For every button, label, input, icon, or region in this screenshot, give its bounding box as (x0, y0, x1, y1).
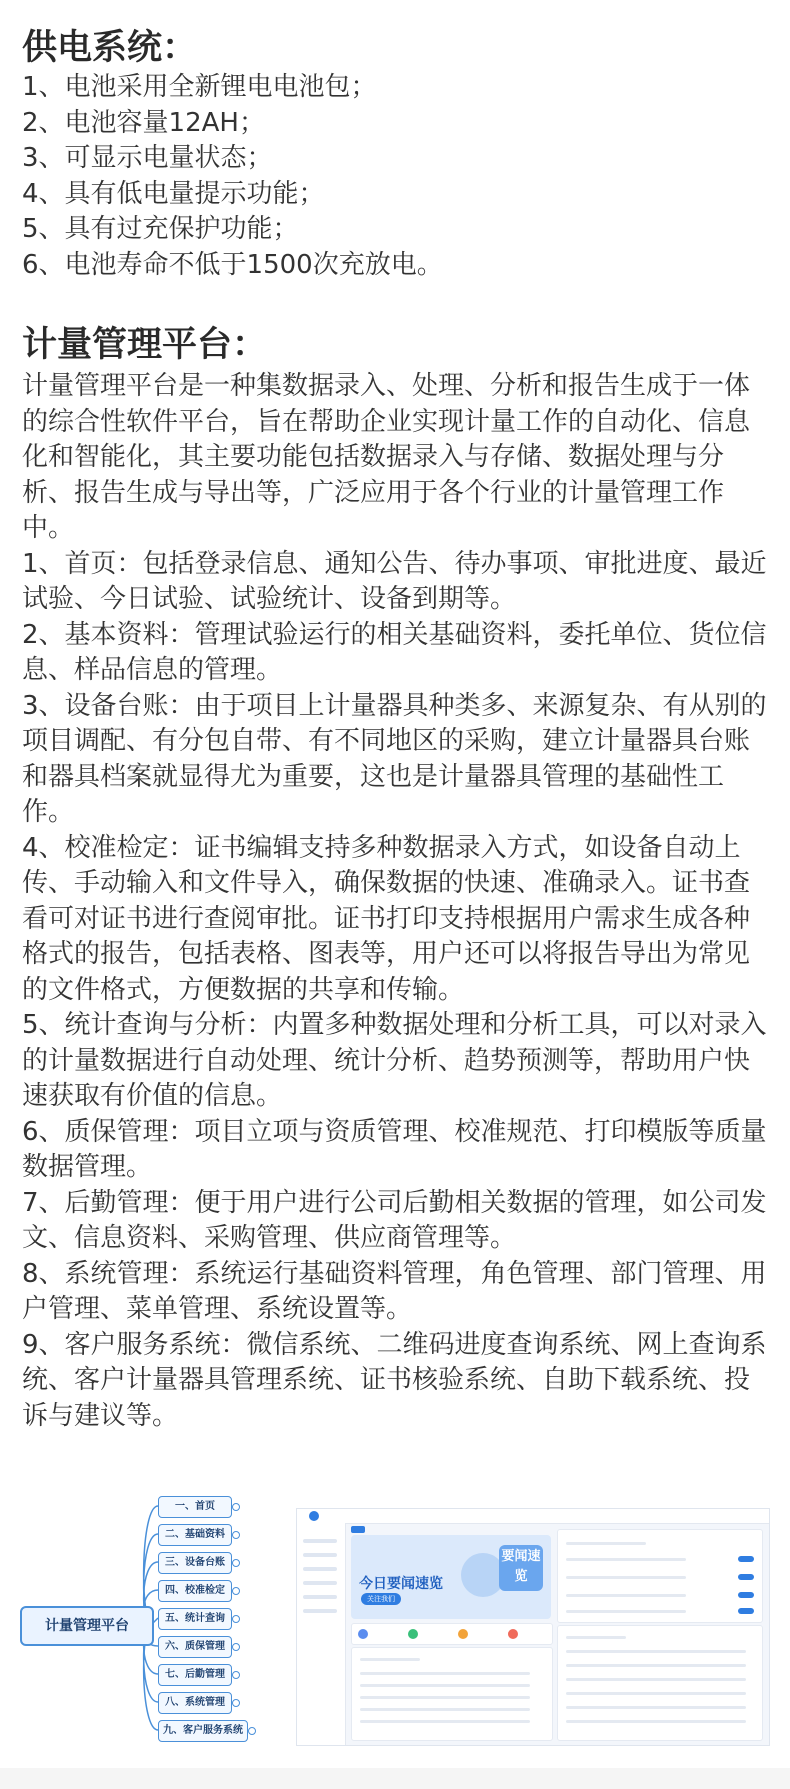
mindmap-node-statistics (158, 1608, 232, 1630)
follow-button: 关注我们 (361, 1593, 401, 1605)
banner-tag: 要闻速览 (499, 1545, 543, 1591)
list-item: 4、具有低电量提示功能； (22, 178, 325, 209)
stats-row (351, 1623, 553, 1645)
mindmap-node-equipment (158, 1552, 232, 1574)
content (22, 26, 772, 1434)
mindmap-root: 计量管理平台 (20, 1606, 154, 1646)
screenshot-sidebar (297, 1509, 346, 1745)
feature-item: 9、客户服务系统：微信系统、二维码进度查询系统、网上查询系统、客户计量器具管理系统、证书核验系统、自助下载系统、投诉与建议等。 (22, 1329, 767, 1431)
list-item: 6、电池寿命不低于1500次充放电。 (22, 249, 443, 280)
section-title-platform: 计量管理平台： (22, 325, 268, 365)
feature-item: 1、首页：包括登录信息、通知公告、待办事项、审批进度、最近试验、今日试验、试验统计、设备到期等。 (22, 548, 767, 614)
list-item: 3、可显示电量状态； (22, 143, 273, 173)
logo-icon (309, 1511, 319, 1521)
mindmap-node-customer (158, 1720, 248, 1742)
node-label: 一、首页 (175, 1501, 215, 1512)
feature-item: 3、设备台账：由于项目上计量器具种类多、来源复杂、有从别的项目调配、有分包自带、有不同地区的采购，建立计量器具台账和器具档案就显得尤为重要，这也是计量器具管理的基础性工作。 (22, 690, 767, 827)
list-item: 5、具有过充保护功能； (22, 214, 299, 244)
screenshot-tab (351, 1526, 365, 1533)
mindmap-node-quality (158, 1636, 232, 1658)
feature-item: 7、后勤管理：便于用户进行公司后勤相关数据的管理，如公司发文、信息资料、采购管理、供应商管理等。 (22, 1187, 767, 1253)
power-list (22, 70, 772, 283)
mindmap-node-home (158, 1496, 232, 1518)
node-label: 五、统计查询 (165, 1613, 225, 1624)
node-label: 六、质保管理 (165, 1641, 225, 1652)
screenshot-topbar (345, 1509, 769, 1524)
banner-title: 今日要闻速览 (359, 1576, 443, 1592)
mindmap-node-system (158, 1692, 232, 1714)
dashboard-screenshot (296, 1508, 770, 1746)
node-label: 四、校准检定 (165, 1585, 225, 1596)
node-label: 七、后勤管理 (165, 1669, 225, 1680)
node-label: 三、设备台账 (165, 1557, 225, 1568)
equipment-panel (557, 1625, 763, 1741)
todo-panel (557, 1529, 763, 1623)
news-banner (351, 1535, 551, 1619)
page-footer-band (0, 1768, 790, 1789)
platform-features (22, 547, 772, 1435)
feature-item: 6、质保管理：项目立项与资质管理、校准规范、打印模版等质量数据管理。 (22, 1116, 767, 1182)
list-item: 2、电池容量12AH； (22, 107, 265, 138)
recent-tests-panel (351, 1647, 553, 1741)
list-item: 1、电池采用全新锂电电池包； (22, 72, 377, 102)
mindmap-node-logistics (158, 1664, 232, 1686)
feature-item: 5、统计查询与分析：内置多种数据处理和分析工具，可以对录入的计量数据进行自动处理、统计分析、趋势预测等，帮助用户快速获取有价值的信息。 (22, 1010, 767, 1111)
section-title-power: 供电系统： (22, 28, 198, 68)
platform-intro: 计量管理平台是一种集数据录入、处理、分析和报告生成于一体的综合性软件平台，旨在帮助企业实现计量工作的自动化、信息化和智能化，其主要功能包括数据录入与存储、数据处理与分析、报告生成与导出等，广泛应用于各个行业的计量管理工作中。 (22, 371, 751, 543)
feature-item: 4、校准检定：证书编辑支持多种数据录入方式，如设备自动上传、手动输入和文件导入，确保数据的快速、准确录入。证书查看可对证书进行查阅审批。证书打印支持根据用户需求生成各种格式的报告，包括表格、图表等，用户还可以将报告导出为常见的文件格式，方便数据的共享和传输。 (22, 832, 751, 1005)
platform-diagram (0, 1478, 790, 1748)
mindmap-node-basic-data (158, 1524, 232, 1546)
feature-item: 2、基本资料：管理试验运行的相关基础资料，委托单位、货位信息、样品信息的管理。 (22, 619, 767, 685)
node-label: 二、基础资料 (165, 1529, 225, 1540)
feature-item: 8、系统管理：系统运行基础资料管理，角色管理、部门管理、用户管理、菜单管理、系统设置等。 (22, 1258, 767, 1324)
node-label: 八、系统管理 (165, 1697, 225, 1708)
mindmap-node-calibration (158, 1580, 232, 1602)
node-label: 九、客户服务系统 (163, 1725, 243, 1736)
